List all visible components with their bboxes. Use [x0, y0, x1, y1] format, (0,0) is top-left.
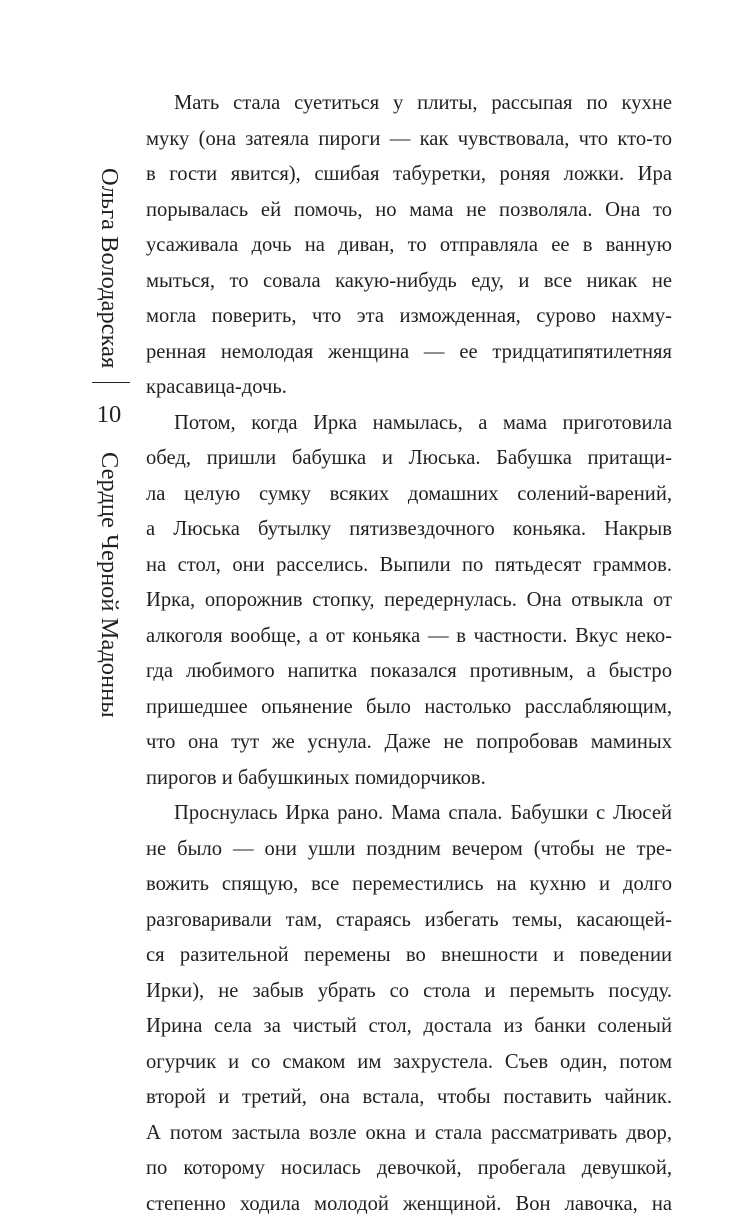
text-line: порывалась ей помочь, но мама не позволяла. Она то: [146, 193, 672, 229]
text-line: а Люська бутылку пятизвездочного коньяка. Накрыв: [146, 512, 672, 548]
text-line: усаживала дочь на диван, то отправляла ее в ванную: [146, 228, 672, 264]
text-line: мыться, то совала какую-нибудь еду, и все никак не: [146, 264, 672, 300]
text-line: вожить спящую, все переместились на кухню и долго: [146, 867, 672, 903]
text-line: ла целую сумку всяких домашних солений-варений,: [146, 477, 672, 513]
text-line: не было — они ушли поздним вечером (чтобы не тре-: [146, 832, 672, 868]
running-head-divider: [92, 382, 130, 383]
text-line: Потом, когда Ирка намылась, а мама приготовила: [146, 406, 672, 442]
text-line: пришедшее опьянение было настолько расслабляющим,: [146, 690, 672, 726]
text-line: Ирки), не забыв убрать со стола и перемыть посуду.: [146, 974, 672, 1010]
text-line: ренная немолодая женщина — ее тридцатипятилетняя: [146, 335, 672, 371]
text-line: ся разительной перемены во внешности и поведении: [146, 938, 672, 974]
text-line: огурчик и со смаком им захрустела. Съев один, потом: [146, 1045, 672, 1081]
text-line: алкоголя вообще, а от коньяка — в частности. Вкус неко-: [146, 619, 672, 655]
text-line: муку (она затеяла пироги — как чувствовала, что кто-то: [146, 122, 672, 158]
page-number: 10: [84, 400, 134, 430]
text-line: красавица-дочь.: [146, 370, 672, 406]
text-line: А потом застыла возле окна и стала рассматривать двор,: [146, 1116, 672, 1152]
text-line: Ирина села за чистый стол, достала из банки соленый: [146, 1009, 672, 1045]
text-line: обед, пришли бабушка и Люська. Бабушка притащи-: [146, 441, 672, 477]
running-head-book-title: Сердце Черной Мадонны: [84, 452, 134, 772]
text-line: могла поверить, что эта изможденная, сурово нахму-: [146, 299, 672, 335]
text-line: гда любимого напитка показался противным, а быстро: [146, 654, 672, 690]
text-line: степенно ходила молодой женщиной. Вон лавочка, на: [146, 1187, 672, 1222]
text-line: Ирка, опорожнив стопку, передернулась. Она отвыкла от: [146, 583, 672, 619]
body-text: [146, 86, 672, 1222]
text-line: Мать стала суетиться у плиты, рассыпая по кухне: [146, 86, 672, 122]
running-head-author: Ольга Володарская: [84, 128, 134, 368]
text-line: на стол, они расселись. Выпили по пятьдесят граммов.: [146, 548, 672, 584]
text-line: Проснулась Ирка рано. Мама спала. Бабушки с Люсей: [146, 796, 672, 832]
text-line: что она тут же уснула. Даже не попробовав маминых: [146, 725, 672, 761]
running-head: [84, 128, 134, 768]
text-line: в гости явится), сшибая табуретки, роняя ложки. Ира: [146, 157, 672, 193]
text-line: второй и третий, она встала, чтобы поставить чайник.: [146, 1080, 672, 1116]
text-line: пирогов и бабушкиных помидорчиков.: [146, 761, 672, 797]
text-line: по которому носилась девочкой, пробегала девушкой,: [146, 1151, 672, 1187]
text-line: разговаривали там, стараясь избегать темы, касающей-: [146, 903, 672, 939]
